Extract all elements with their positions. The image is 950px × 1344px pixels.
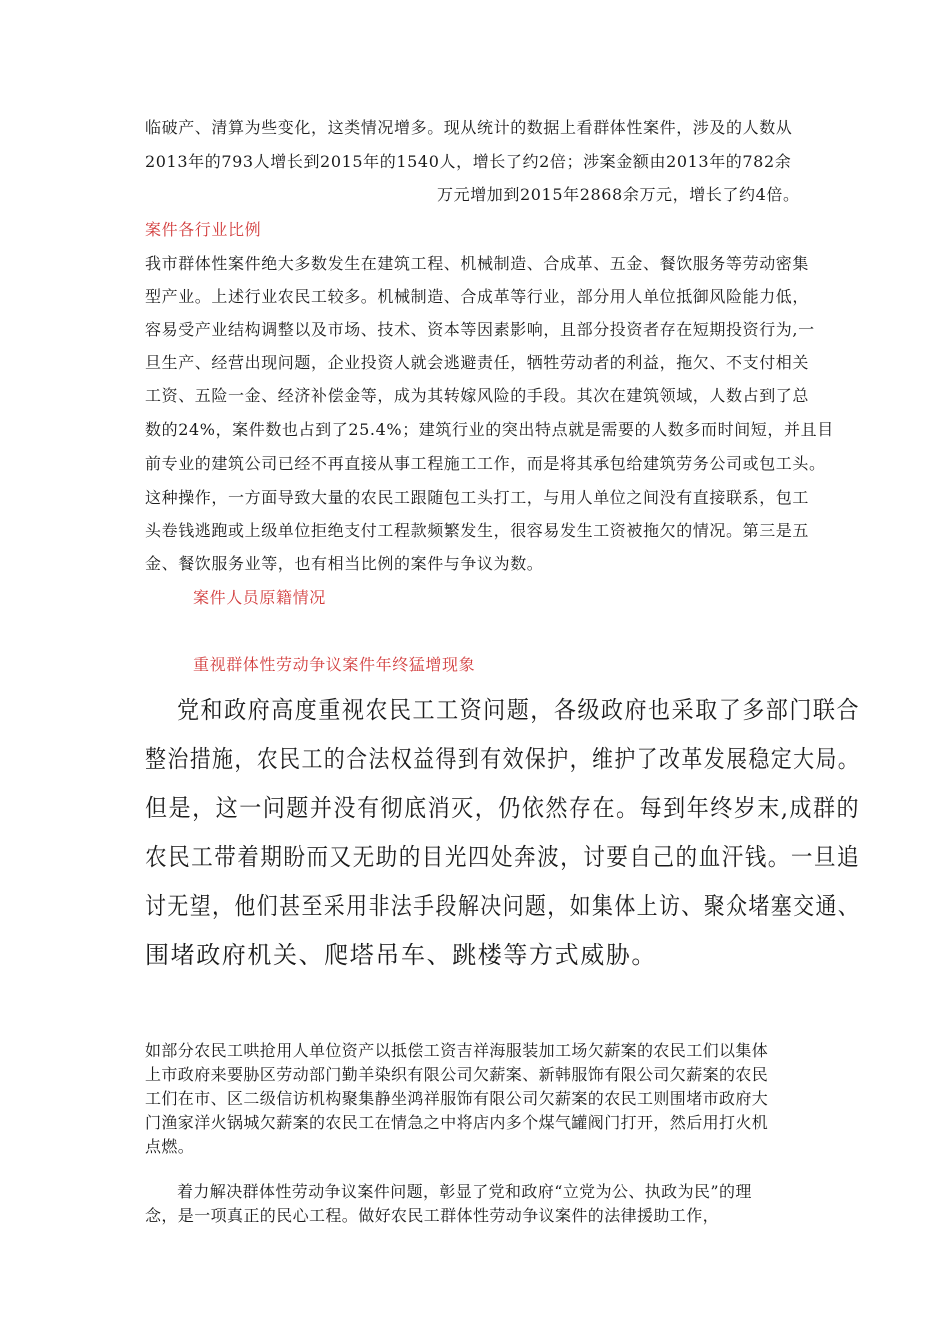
section-heading-origin: 案件人员原籍情况 bbox=[193, 588, 326, 607]
paragraph-line: 门渔家洋火锅城欠薪案的农民工在情急之中将店内多个煤气罐阀门打开，然后用打火机 bbox=[145, 1113, 769, 1132]
paragraph-line: 上市政府来要胁区劳动部门勤羊染织有限公司欠薪案、新韩服饰有限公司欠薪案的农民 bbox=[145, 1065, 769, 1084]
paragraph-line: 这种操作，一方面导致大量的农民工跟随包工头打工，与用人单位之间没有直接联系，包工 bbox=[145, 488, 810, 507]
paragraph-line: 讨无望，他们甚至采用非法手段解决问题，如集体上访、聚众堵塞交通、 bbox=[145, 892, 861, 920]
paragraph-line: 前专业的建筑公司已经不再直接从事工程施工工作，而是将其承包给建筑劳务公司或包工头。 bbox=[145, 454, 826, 473]
paragraph-line: 型产业。上述行业农民工较多。机械制造、合成革等行业，部分用人单位抵御风险能力低， bbox=[145, 287, 810, 306]
paragraph-line: 农民工带着期盼而又无助的目光四处奔波，讨要自己的血汗钱。一旦追 bbox=[145, 843, 861, 871]
intro-line-3: 万元增加到2015年2868余万元，增长了约4倍。 bbox=[437, 185, 800, 204]
paragraph-line: 如部分农民工哄抢用人单位资产以抵偿工资吉祥海服装加工场欠薪案的农民工们以集体 bbox=[145, 1041, 769, 1060]
paragraph-line: 工们在市、区二级信访机构聚集静坐鸿祥服饰有限公司欠薪案的农民工则围堵市政府大 bbox=[145, 1089, 769, 1108]
paragraph-line: 头卷钱逃跑或上级单位拒绝支付工程款频繁发生，很容易发生工资被拖欠的情况。第三是五 bbox=[145, 521, 810, 540]
intro-line-1: 临破产、清算为些变化，这类情况增多。现从统计的数据上看群体性案件，涉及的人数从 bbox=[145, 118, 793, 137]
section-heading-industry: 案件各行业比例 bbox=[145, 220, 262, 239]
section-heading-focus: 重视群体性劳动争议案件年终猛增现象 bbox=[193, 655, 476, 674]
paragraph-line: 旦生产、经营出现问题，企业投资人就会逃避责任，牺牲劳动者的利益，拖欠、不支付相关 bbox=[145, 353, 810, 372]
paragraph-line: 容易受产业结构调整以及市场、技术、资本等因素影响，且部分投资者存在短期投资行为,一 bbox=[145, 320, 815, 339]
paragraph-line: 我市群体性案件绝大多数发生在建筑工程、机械制造、合成革、五金、餐饮服务等劳动密集 bbox=[145, 254, 810, 273]
paragraph-line: 念，是一项真正的民心工程。做好农民工群体性劳动争议案件的法律援助工作， bbox=[145, 1206, 720, 1225]
paragraph-line: 数的24%，案件数也占到了25.4%；建筑行业的突出特点就是需要的人数多而时间短，并且目 bbox=[145, 420, 834, 439]
paragraph-line: 党和政府高度重视农民工工资问题，各级政府也采取了多部门联合 bbox=[177, 696, 861, 724]
paragraph-line: 但是，这一问题并没有彻底消灭，仍依然存在。每到年终岁末,成群的 bbox=[145, 794, 861, 822]
paragraph-line: 点燃。 bbox=[145, 1137, 195, 1156]
paragraph-line: 着力解决群体性劳动争议案件问题，彰显了党和政府“立党为公、执政为民”的理 bbox=[177, 1182, 752, 1201]
paragraph-line: 围堵政府机关、爬塔吊车、跳楼等方式威胁。 bbox=[145, 941, 657, 969]
paragraph-line: 工资、五险一金、经济补偿金等，成为其转嫁风险的手段。其次在建筑领域，人数占到了总 bbox=[145, 386, 810, 405]
paragraph-line: 金、餐饮服务业等，也有相当比例的案件与争议为数。 bbox=[145, 554, 544, 573]
intro-line-2: 2013年的793人增长到2015年的1540人，增长了约2倍；涉案金额由2013年的782余 bbox=[145, 152, 792, 171]
paragraph-line: 整治措施，农民工的合法权益得到有效保护，维护了改革发展稳定大局。 bbox=[145, 745, 861, 773]
